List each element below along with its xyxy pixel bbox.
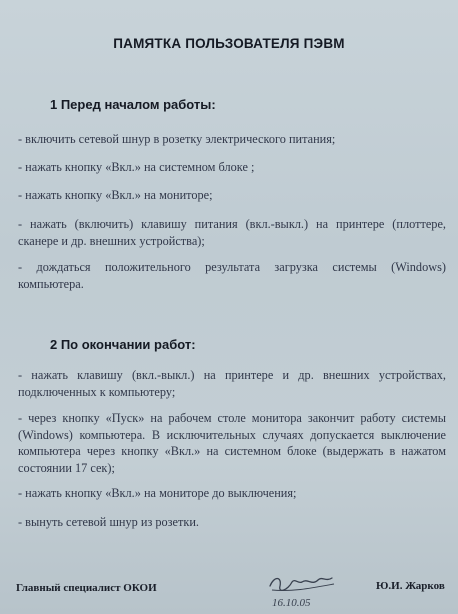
signatory-position: Главный специалист ОКОИ — [16, 582, 157, 594]
list-item: - нажать кнопку «Вкл.» на мониторе до выключения; — [18, 486, 297, 500]
list-item: - нажать (включить) клавишу питания (вкл.-выкл.) на принтере (плоттере, сканере и др. внешних устройства); — [18, 217, 446, 248]
handwritten-signature — [262, 570, 352, 614]
list-item: - включить сетевой шнур в розетку электрического питания; — [18, 132, 336, 146]
list-item: - вынуть сетевой шнур из розетки. — [18, 515, 199, 529]
list-item: - нажать кнопку «Вкл.» на системном блоке ; — [18, 160, 255, 174]
signature-date: 16.10.05 — [272, 597, 311, 609]
list-item: - дождаться положительного результата загрузка системы (Windows) компьютера. — [18, 260, 446, 291]
list-item: - через кнопку «Пуск» на рабочем столе монитора закончит работу системы (Windows) компьютера. В исключительных случаях допускается выключение компьютера через кнопку «Вкл.» на системном блоке (выдержать в нажатом состоянии 17 сек); — [18, 411, 446, 475]
list-item: - нажать кнопку «Вкл.» на мониторе; — [18, 188, 213, 202]
section-1-heading: 1 Перед началом работы: — [50, 97, 216, 112]
section-2-heading: 2 По окончании работ: — [50, 337, 196, 352]
signatory-name: Ю.И. Жарков — [376, 580, 445, 592]
list-item: - нажать клавишу (вкл.-выкл.) на принтере и др. внешних устройствах, подключенных к компьютеру; — [18, 368, 446, 399]
document-title: ПАМЯТКА ПОЛЬЗОВАТЕЛЯ ПЭВМ — [113, 36, 345, 51]
